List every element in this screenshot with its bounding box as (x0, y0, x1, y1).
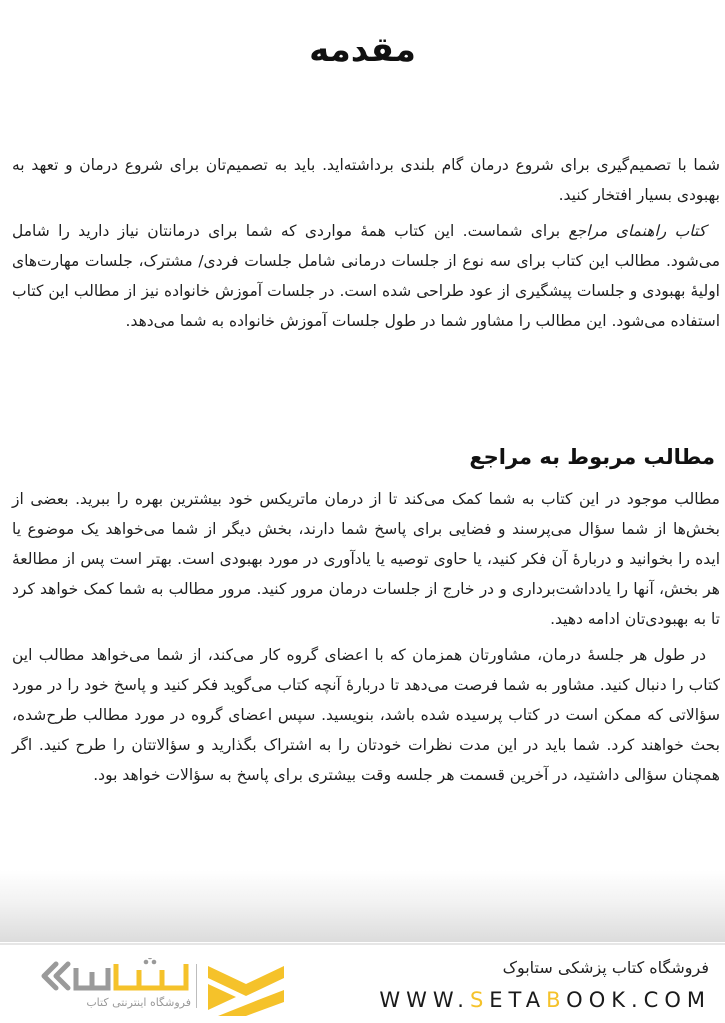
section-heading: مطالب مربوط به مراجع (469, 445, 715, 469)
url-part: ETA (489, 988, 547, 1012)
url-accent-letter: B (546, 988, 567, 1012)
setabook-wordmark-icon (36, 958, 191, 994)
section2-paragraph-1: مطالب موجود در این کتاب به شما کمک می‌کند تا از درمان ماتریکس خود بیشترین بهره را ببرید. بعضی از بخش‌ها از شما سؤال می‌پرسند و فضایی برای پاسخ شما دارند، بخش دیگر از شما می‌خواهد یک موضوع یا ایده را بخوانید و دربارهٔ آن فکر کنید، یا حاوی توصیه یا یادآوری در مورد بهبودی است. بهتر است پس از مطالعهٔ هر بخش، آنها را یادداشت‌برداری و در خارج از جلسات درمان مرور کنید. مرور مطالب به شما کمک خواهد کرد تا به بهبودی‌تان ادامه دهید. (12, 490, 720, 628)
page-bottom-shadow (0, 870, 725, 942)
url-part: OOK.COM (566, 988, 711, 1012)
url-accent-letter: S (469, 988, 490, 1012)
intro-paragraph-1: شما با تصمیم‌گیری برای شروع درمان گام بلندی برداشته‌اید. باید به تصمیم‌تان برای شروع درمان و تعهد به بهبودی بسیار افتخار کنید. (12, 156, 720, 204)
intro-section (12, 150, 720, 342)
url-part: WWW. (379, 988, 470, 1012)
client-materials-section (12, 484, 720, 796)
setabook-chevron-mark-icon (206, 962, 286, 1016)
page-title: مقدمه (309, 30, 416, 70)
store-name: فروشگاه کتاب پزشکی ستابوک (502, 958, 709, 977)
logo-separator (196, 964, 197, 1008)
section2-paragraph-2: در طول هر جلسهٔ درمان، مشاورتان همزمان که با اعضای گروه کار می‌کند، از شما می‌خواهد مطالب این کتاب را دنبال کنید. مشاور به شما فرصت می‌دهد تا دربارهٔ آنچه کتاب می‌گوید فکر کنید و پاسخ خود را در مورد سؤالاتی که ممکن است در کتاب پرسیده شده باشد، بنویسید. سپس اعضای گروه در مورد مطالب طرح‌شده، بحث خواهند کرد. شما باید در این مدت نظرات خودتان را به اشتراک بگذارید و سؤالاتتان را طرح کنید. اگر همچنان سؤالی داشتید، در آخرین قسمت هر جلسه وقت بیشتری برای پاسخ به سؤالات خواهد بود. (12, 646, 720, 784)
logo-tagline: فروشگاه اینترنتی کتاب (86, 996, 191, 1009)
intro-paragraph-2-text: برای شماست. این کتاب همهٔ مواردی که شما برای درمانتان نیاز دارید را شامل می‌شود. مطالب این کتاب برای سه نوع از جلسات درمانی شامل جلسات فردی/ مشترک، جلسات مهارت‌های اولیهٔ بهبودی و جلسات پیشگیری از عود طراحی شده است. در جلسات آموزش خانواده نیز از مطالب این کتاب استفاده می‌شود. این مطالب را مشاور شما در طول جلسات آموزش خانواده به شما می‌دهد. (12, 222, 720, 330)
store-url-link[interactable] (379, 988, 711, 1012)
intro-paragraph-2 (12, 216, 720, 336)
book-title-italic: کتاب راهنمای مراجع (568, 222, 706, 240)
footer-divider (0, 943, 725, 945)
setabook-logo[interactable] (36, 958, 286, 1018)
